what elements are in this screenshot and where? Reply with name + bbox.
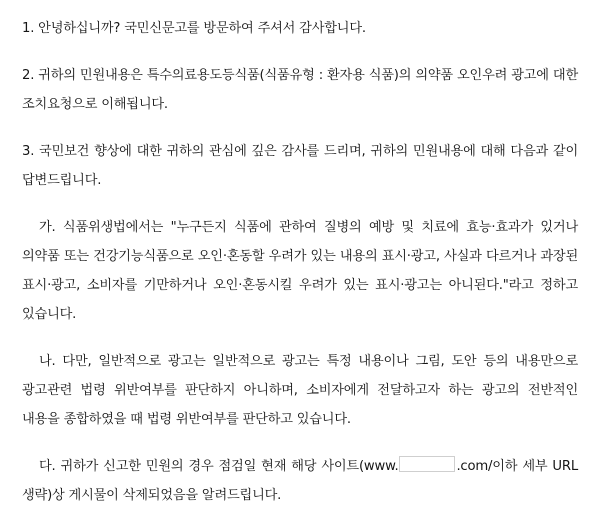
paragraph-greeting: 1. 안녕하십니까? 국민신문고를 방문하여 주셔서 감사합니다. [22,21,366,36]
paragraph-item-da [22,452,578,510]
paragraph-complaint-summary: 2. 귀하의 민원내용은 특수의료용도등식품(식품유형 : 환자용 식품)의 의약품 오인우려 광고에 대한 조치요청으로 이해됩니다. [22,68,578,112]
item-da-suffix: .com/이하 세부 URL 생략)상 게시물이 삭제되었음을 알려드립니다. [22,459,578,503]
paragraph-answer-intro: 3. 국민보건 향상에 대한 귀하의 관심에 깊은 감사를 드리며, 귀하의 민원내용에 대해 다음과 같이 답변드립니다. [22,144,578,188]
redacted-url-box [399,456,455,472]
paragraph-item-ga: 가. 식품위생법에서는 "누구든지 식품에 관하여 질병의 예방 및 치료에 효능·효과가 있거나 의약품 또는 건강기능식품으로 오인·혼동할 우려가 있는 내용의 표시·광고, 사실과 다르거나 과장된 표시·광고, 소비자를 기만하거나 오인·혼동시킬 우려가 있는 표시·광고는 아니된다."라고 정하고 있습니다. [22,220,578,322]
paragraph-item-na: 나. 다만, 일반적으로 광고는 일반적으로 광고는 특정 내용이나 그림, 도안 등의 내용만으로 광고관련 법령 위반여부를 판단하지 아니하며, 소비자에게 전달하고자 하는 광고의 전반적인 내용을 종합하였을 때 법령 위반여부를 판단하고 있습니다. [22,354,578,427]
item-da-prefix: 다. 귀하가 신고한 민원의 경우 점검일 현재 해당 사이트(www. [39,459,399,474]
